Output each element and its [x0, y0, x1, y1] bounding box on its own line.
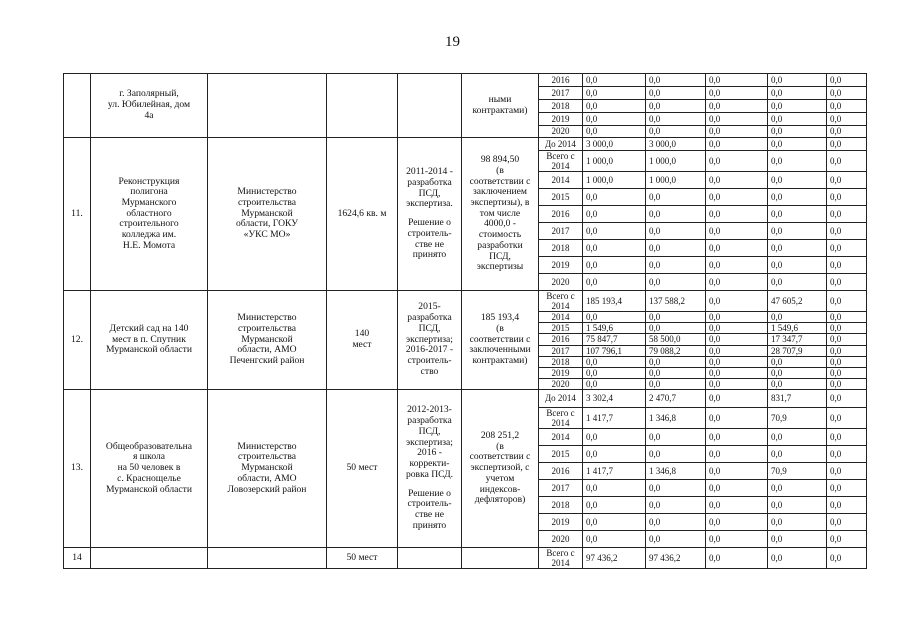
value-local: 0,0 [768, 172, 827, 189]
object-name: Реконструкция полигона Мурманского областного строительного колледжа им. Н.Е. Момота [91, 138, 208, 291]
value-regional: 0,0 [706, 429, 768, 446]
value-total: 0,0 [583, 257, 646, 274]
value-regional: 0,0 [706, 367, 768, 378]
value-federal: 1 000,0 [646, 172, 706, 189]
value-total: 107 796,1 [583, 345, 646, 356]
value-regional: 0,0 [706, 113, 768, 126]
value-local: 0,0 [768, 446, 827, 463]
row-number: 14 [64, 548, 91, 569]
value-federal: 0,0 [646, 87, 706, 100]
customer-name [208, 548, 327, 569]
value-regional: 0,0 [706, 323, 768, 334]
stage-text: 2012-2013- разработка ПСД, экспертиза; 2016 - корректи- ровка ПСД. [405, 404, 454, 480]
value-total: 1 000,0 [583, 151, 646, 172]
value-total: 3 302,4 [583, 389, 646, 407]
value-local: 0,0 [768, 514, 827, 531]
value-other: 0,0 [827, 389, 867, 407]
implementation-stage [398, 74, 462, 138]
value-federal: 0,0 [646, 100, 706, 113]
value-other: 0,0 [827, 480, 867, 497]
value-local: 70,9 [768, 463, 827, 480]
value-local: 0,0 [768, 126, 827, 138]
value-total: 1 549,6 [583, 323, 646, 334]
value-other: 0,0 [827, 497, 867, 514]
object-name: Общеобразовательна я школа на 50 человек в с. Краснощелье Мурманской области [91, 389, 208, 547]
value-total: 1 417,7 [583, 407, 646, 428]
value-other: 0,0 [827, 223, 867, 240]
value-local: 0,0 [768, 548, 827, 569]
value-total: 75 847,7 [583, 334, 646, 345]
value-total: 0,0 [583, 240, 646, 257]
value-federal: 0,0 [646, 497, 706, 514]
value-other: 0,0 [827, 291, 867, 312]
page-number: 19 [445, 34, 460, 50]
value-other: 0,0 [827, 356, 867, 367]
value-other: 0,0 [827, 138, 867, 151]
value-other: 0,0 [827, 463, 867, 480]
value-total: 0,0 [583, 514, 646, 531]
value-federal: 1 346,8 [646, 407, 706, 428]
stage-text: Решение о строитель- стве не принято [407, 217, 452, 261]
investment-table [63, 73, 867, 569]
year-cell: 2015 [539, 189, 583, 206]
customer-name: Министерство строительства Мурманской области, ГОКУ «УКС МО» [208, 138, 327, 291]
capacity: 140 мест [327, 291, 398, 390]
value-other: 0,0 [827, 206, 867, 223]
value-other: 0,0 [827, 345, 867, 356]
estimated-cost [462, 548, 539, 569]
value-total: 0,0 [583, 446, 646, 463]
value-local: 17 347,7 [768, 334, 827, 345]
value-local: 0,0 [768, 378, 827, 389]
year-cell: 2016 [539, 463, 583, 480]
year-cell: До 2014 [539, 138, 583, 151]
value-other: 0,0 [827, 378, 867, 389]
value-regional: 0,0 [706, 274, 768, 291]
value-local: 0,0 [768, 356, 827, 367]
value-regional: 0,0 [706, 356, 768, 367]
capacity [327, 74, 398, 138]
row-number [64, 74, 91, 138]
value-regional: 0,0 [706, 548, 768, 569]
value-local: 0,0 [768, 312, 827, 323]
table-row [64, 138, 867, 151]
value-regional: 0,0 [706, 240, 768, 257]
year-cell: 2018 [539, 100, 583, 113]
value-other: 0,0 [827, 151, 867, 172]
year-cell: 2018 [539, 356, 583, 367]
value-regional: 0,0 [706, 172, 768, 189]
capacity: 50 мест [327, 389, 398, 547]
value-local: 0,0 [768, 531, 827, 548]
value-other: 0,0 [827, 548, 867, 569]
value-other: 0,0 [827, 74, 867, 87]
value-total: 185 193,4 [583, 291, 646, 312]
value-federal: 0,0 [646, 189, 706, 206]
year-cell: 2019 [539, 257, 583, 274]
value-local: 0,0 [768, 367, 827, 378]
value-federal: 0,0 [646, 223, 706, 240]
value-federal: 3 000,0 [646, 138, 706, 151]
year-cell: 2016 [539, 334, 583, 345]
value-regional: 0,0 [706, 480, 768, 497]
value-federal: 0,0 [646, 240, 706, 257]
value-total: 0,0 [583, 87, 646, 100]
value-other: 0,0 [827, 87, 867, 100]
year-cell: 2017 [539, 223, 583, 240]
stage-text: 2015- разработка ПСД, экспертиза; 2016-2017 - строитель- ство [405, 301, 454, 377]
value-federal: 137 588,2 [646, 291, 706, 312]
value-regional: 0,0 [706, 531, 768, 548]
value-total: 0,0 [583, 126, 646, 138]
value-local: 831,7 [768, 389, 827, 407]
value-local: 0,0 [768, 223, 827, 240]
value-regional: 0,0 [706, 497, 768, 514]
row-number: 12. [64, 291, 91, 390]
year-cell: 2020 [539, 378, 583, 389]
value-local: 0,0 [768, 87, 827, 100]
value-regional: 0,0 [706, 514, 768, 531]
value-total: 0,0 [583, 531, 646, 548]
value-federal: 2 470,7 [646, 389, 706, 407]
year-cell: 2018 [539, 497, 583, 514]
implementation-stage [398, 389, 462, 547]
value-federal: 0,0 [646, 323, 706, 334]
year-cell: Всего с 2014 [539, 151, 583, 172]
value-other: 0,0 [827, 429, 867, 446]
value-regional: 0,0 [706, 223, 768, 240]
capacity: 50 мест [327, 548, 398, 569]
value-other: 0,0 [827, 240, 867, 257]
object-name: г. Заполярный, ул. Юбилейная, дом 4а [91, 74, 208, 138]
year-cell: 2014 [539, 312, 583, 323]
value-federal: 0,0 [646, 74, 706, 87]
value-local: 0,0 [768, 274, 827, 291]
year-cell: 2018 [539, 240, 583, 257]
value-federal: 0,0 [646, 378, 706, 389]
implementation-stage [398, 138, 462, 291]
value-other: 0,0 [827, 100, 867, 113]
value-other: 0,0 [827, 274, 867, 291]
value-other: 0,0 [827, 446, 867, 463]
value-total: 0,0 [583, 223, 646, 240]
year-cell: 2015 [539, 446, 583, 463]
value-local: 0,0 [768, 257, 827, 274]
value-other: 0,0 [827, 531, 867, 548]
value-total: 0,0 [583, 100, 646, 113]
value-local: 0,0 [768, 497, 827, 514]
value-federal: 0,0 [646, 206, 706, 223]
value-federal: 0,0 [646, 446, 706, 463]
year-cell: Всего с 2014 [539, 291, 583, 312]
value-total: 0,0 [583, 206, 646, 223]
customer-name: Министерство строительства Мурманской области, АМО Ловозерский район [208, 389, 327, 547]
value-regional: 0,0 [706, 126, 768, 138]
value-regional: 0,0 [706, 389, 768, 407]
value-local: 47 605,2 [768, 291, 827, 312]
value-federal: 0,0 [646, 367, 706, 378]
year-cell: 2019 [539, 113, 583, 126]
estimated-cost: 208 251,2 (в соответствии с экспертизой, с учетом индексов- дефляторов) [462, 389, 539, 547]
value-other: 0,0 [827, 334, 867, 345]
year-cell: 2019 [539, 514, 583, 531]
value-total: 0,0 [583, 367, 646, 378]
value-local: 0,0 [768, 113, 827, 126]
value-other: 0,0 [827, 257, 867, 274]
table-row [64, 548, 867, 569]
value-federal: 0,0 [646, 257, 706, 274]
customer-name: Министерство строительства Мурманской области, АМО Печенгский район [208, 291, 327, 390]
year-cell: 2019 [539, 367, 583, 378]
value-regional: 0,0 [706, 312, 768, 323]
value-regional: 0,0 [706, 407, 768, 428]
table-row [64, 74, 867, 87]
estimated-cost: 185 193,4 (в соответствии с заключенными контрактами) [462, 291, 539, 390]
capacity: 1624,6 кв. м [327, 138, 398, 291]
value-total: 1 417,7 [583, 463, 646, 480]
value-local: 1 549,6 [768, 323, 827, 334]
year-cell: До 2014 [539, 389, 583, 407]
year-cell: 2017 [539, 480, 583, 497]
value-total: 1 000,0 [583, 172, 646, 189]
value-regional: 0,0 [706, 138, 768, 151]
value-total: 0,0 [583, 274, 646, 291]
value-regional: 0,0 [706, 100, 768, 113]
year-cell: 2014 [539, 172, 583, 189]
year-cell: 2016 [539, 74, 583, 87]
value-federal: 0,0 [646, 312, 706, 323]
stage-text: 2011-2014 - разработка ПСД, экспертиза. [406, 166, 453, 210]
value-regional: 0,0 [706, 345, 768, 356]
value-local: 28 707,9 [768, 345, 827, 356]
value-regional: 0,0 [706, 446, 768, 463]
year-cell: Всего с 2014 [539, 548, 583, 569]
year-cell: Всего с 2014 [539, 407, 583, 428]
customer-name [208, 74, 327, 138]
value-regional: 0,0 [706, 291, 768, 312]
value-local: 0,0 [768, 206, 827, 223]
year-cell: 2020 [539, 531, 583, 548]
estimated-cost: ными контрактами) [462, 74, 539, 138]
value-federal: 1 000,0 [646, 151, 706, 172]
value-local: 0,0 [768, 100, 827, 113]
value-federal: 0,0 [646, 113, 706, 126]
value-total: 0,0 [583, 356, 646, 367]
value-federal: 0,0 [646, 514, 706, 531]
value-other: 0,0 [827, 189, 867, 206]
value-local: 0,0 [768, 74, 827, 87]
value-other: 0,0 [827, 172, 867, 189]
value-regional: 0,0 [706, 87, 768, 100]
value-regional: 0,0 [706, 257, 768, 274]
value-local: 70,9 [768, 407, 827, 428]
value-other: 0,0 [827, 126, 867, 138]
value-other: 0,0 [827, 113, 867, 126]
value-total: 0,0 [583, 480, 646, 497]
year-cell: 2015 [539, 323, 583, 334]
object-name: Детский сад на 140 мест в п. Спутник Мурманской области [91, 291, 208, 390]
year-cell: 2020 [539, 274, 583, 291]
value-other: 0,0 [827, 407, 867, 428]
value-total: 0,0 [583, 497, 646, 514]
value-regional: 0,0 [706, 378, 768, 389]
value-other: 0,0 [827, 367, 867, 378]
year-cell: 2016 [539, 206, 583, 223]
value-federal: 97 436,2 [646, 548, 706, 569]
stage-text: Решение о строитель- стве не принято [407, 487, 452, 531]
value-federal: 0,0 [646, 480, 706, 497]
year-cell: 2020 [539, 126, 583, 138]
value-local: 0,0 [768, 480, 827, 497]
value-local: 0,0 [768, 138, 827, 151]
value-local: 0,0 [768, 429, 827, 446]
year-cell: 2017 [539, 87, 583, 100]
estimated-cost: 98 894,50 (в соответствии с заключением экспертизы), в том числе 4000,0 - стоимость разработки ПСД, экспертизы [462, 138, 539, 291]
value-local: 0,0 [768, 151, 827, 172]
value-total: 0,0 [583, 74, 646, 87]
row-number: 13. [64, 389, 91, 547]
year-cell: 2014 [539, 429, 583, 446]
value-federal: 0,0 [646, 429, 706, 446]
value-regional: 0,0 [706, 189, 768, 206]
value-other: 0,0 [827, 312, 867, 323]
value-regional: 0,0 [706, 334, 768, 345]
value-other: 0,0 [827, 323, 867, 334]
value-regional: 0,0 [706, 151, 768, 172]
table-body [64, 74, 867, 569]
value-regional: 0,0 [706, 463, 768, 480]
table-row [64, 291, 867, 312]
value-total: 0,0 [583, 429, 646, 446]
value-federal: 0,0 [646, 531, 706, 548]
value-federal: 58 500,0 [646, 334, 706, 345]
value-other: 0,0 [827, 514, 867, 531]
value-federal: 0,0 [646, 126, 706, 138]
object-name [91, 548, 208, 569]
value-federal: 79 088,2 [646, 345, 706, 356]
row-number: 11. [64, 138, 91, 291]
value-total: 3 000,0 [583, 138, 646, 151]
value-federal: 1 346,8 [646, 463, 706, 480]
value-federal: 0,0 [646, 274, 706, 291]
year-cell: 2017 [539, 345, 583, 356]
value-total: 0,0 [583, 113, 646, 126]
value-regional: 0,0 [706, 206, 768, 223]
value-total: 0,0 [583, 189, 646, 206]
value-total: 0,0 [583, 378, 646, 389]
implementation-stage [398, 291, 462, 390]
value-local: 0,0 [768, 189, 827, 206]
implementation-stage [398, 548, 462, 569]
value-federal: 0,0 [646, 356, 706, 367]
value-regional: 0,0 [706, 74, 768, 87]
value-local: 0,0 [768, 240, 827, 257]
table-row [64, 389, 867, 407]
value-total: 0,0 [583, 312, 646, 323]
value-total: 97 436,2 [583, 548, 646, 569]
